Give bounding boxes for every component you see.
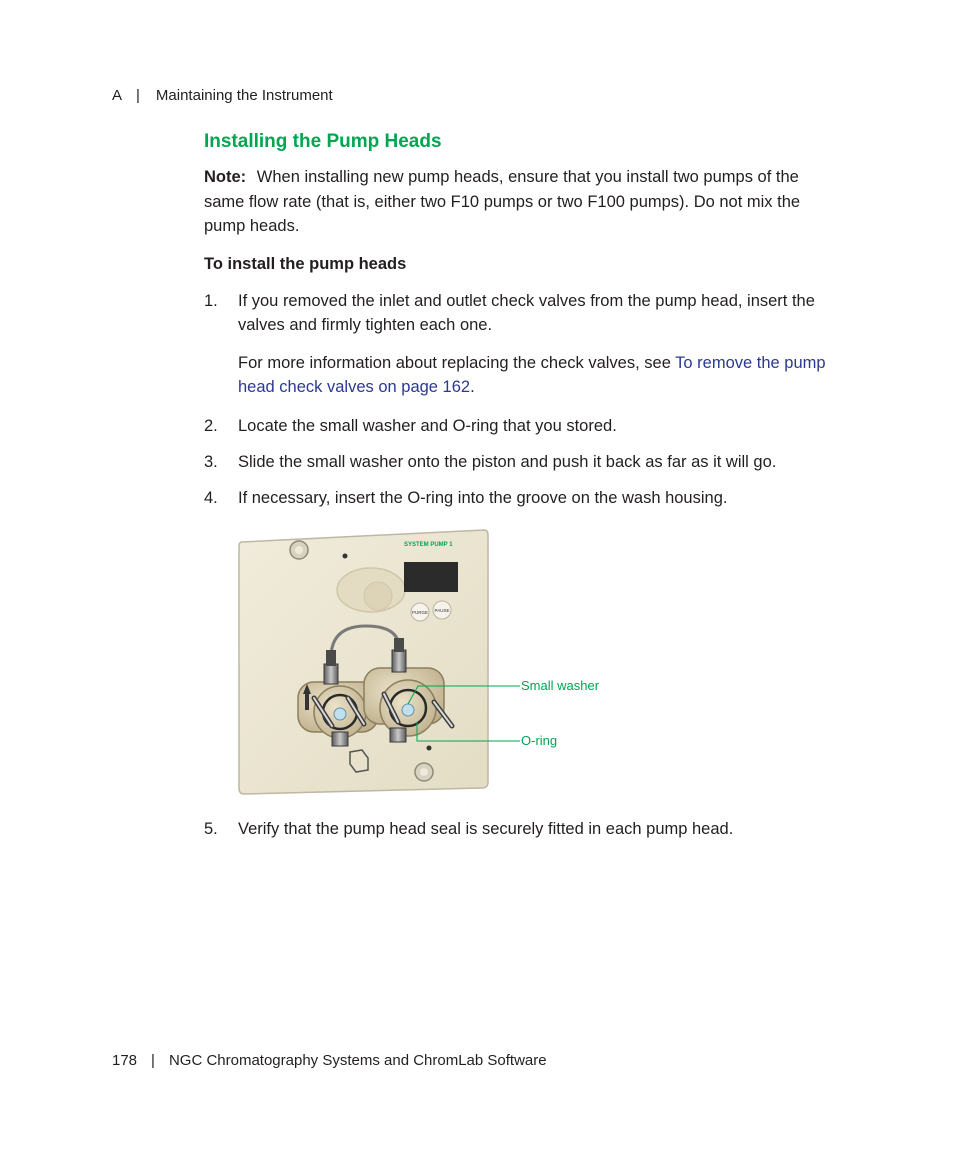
left-inlet-valve: [332, 732, 348, 746]
note-paragraph: [204, 165, 804, 239]
step-number: 3.: [204, 453, 218, 471]
note-text: When installing new pump heads, ensure that you install two pumps of the same flow rate (that is, either two F10 pumps or two F100 pumps). Do not mix the pump heads.: [204, 168, 801, 235]
step-number: 1.: [204, 292, 218, 310]
header-separator: |: [136, 87, 140, 104]
step-text: Slide the small washer onto the piston and push it back as far as it will go.: [238, 453, 777, 471]
step-text: If necessary, insert the O-ring into the groove on the wash housing.: [238, 489, 728, 507]
step-3: [204, 450, 844, 474]
more-info-text: For more information about replacing the check valves, see: [238, 354, 676, 372]
pause-label: PAUSE: [434, 608, 450, 613]
section-title: Installing the Pump Heads: [204, 131, 442, 152]
more-info-paragraph: [238, 351, 828, 399]
book-title: NGC Chromatography Systems and ChromLab Software: [168, 1052, 547, 1069]
step-text: Locate the small washer and O-ring that you stored.: [238, 417, 617, 435]
step-number: 2.: [204, 417, 218, 435]
pump-head-illustration: [236, 526, 616, 800]
right-inlet-valve: [390, 728, 406, 742]
page-number: 178: [112, 1052, 138, 1069]
pump-display: [404, 562, 458, 592]
small-washer: [402, 704, 414, 716]
step-text: If you removed the inlet and outlet check valves from the pump head, insert the valves and firmly tighten each one.: [238, 292, 815, 334]
pump-head-figure: [236, 526, 616, 800]
check-valves-link[interactable]: To remove the pump head check valves on page 162: [238, 354, 826, 396]
header-section-title: Maintaining the Instrument: [155, 87, 333, 104]
right-outlet-valve: [392, 650, 406, 672]
purge-label: PURGE: [411, 610, 429, 615]
running-footer: [112, 1052, 547, 1069]
step-text: Verify that the pump head seal is securely fitted in each pump head.: [238, 820, 734, 838]
panel-label: SYSTEM PUMP 1: [404, 542, 453, 548]
oring-callout: O-ring: [521, 733, 558, 748]
procedure-title: To install the pump heads: [204, 255, 407, 273]
header-appendix-letter: A: [112, 87, 123, 104]
left-outlet-valve: [324, 664, 338, 684]
step-5: [204, 817, 844, 841]
step-4: [204, 486, 844, 510]
washer-callout: Small washer: [521, 678, 600, 693]
step-1: [204, 289, 844, 337]
step-2: [204, 414, 844, 438]
note-label: Note:: [204, 168, 247, 186]
step-number: 4.: [204, 489, 218, 507]
step-number: 5.: [204, 820, 218, 838]
running-header: [112, 87, 333, 104]
more-info-suffix: .: [470, 378, 475, 396]
footer-separator: |: [151, 1052, 155, 1069]
